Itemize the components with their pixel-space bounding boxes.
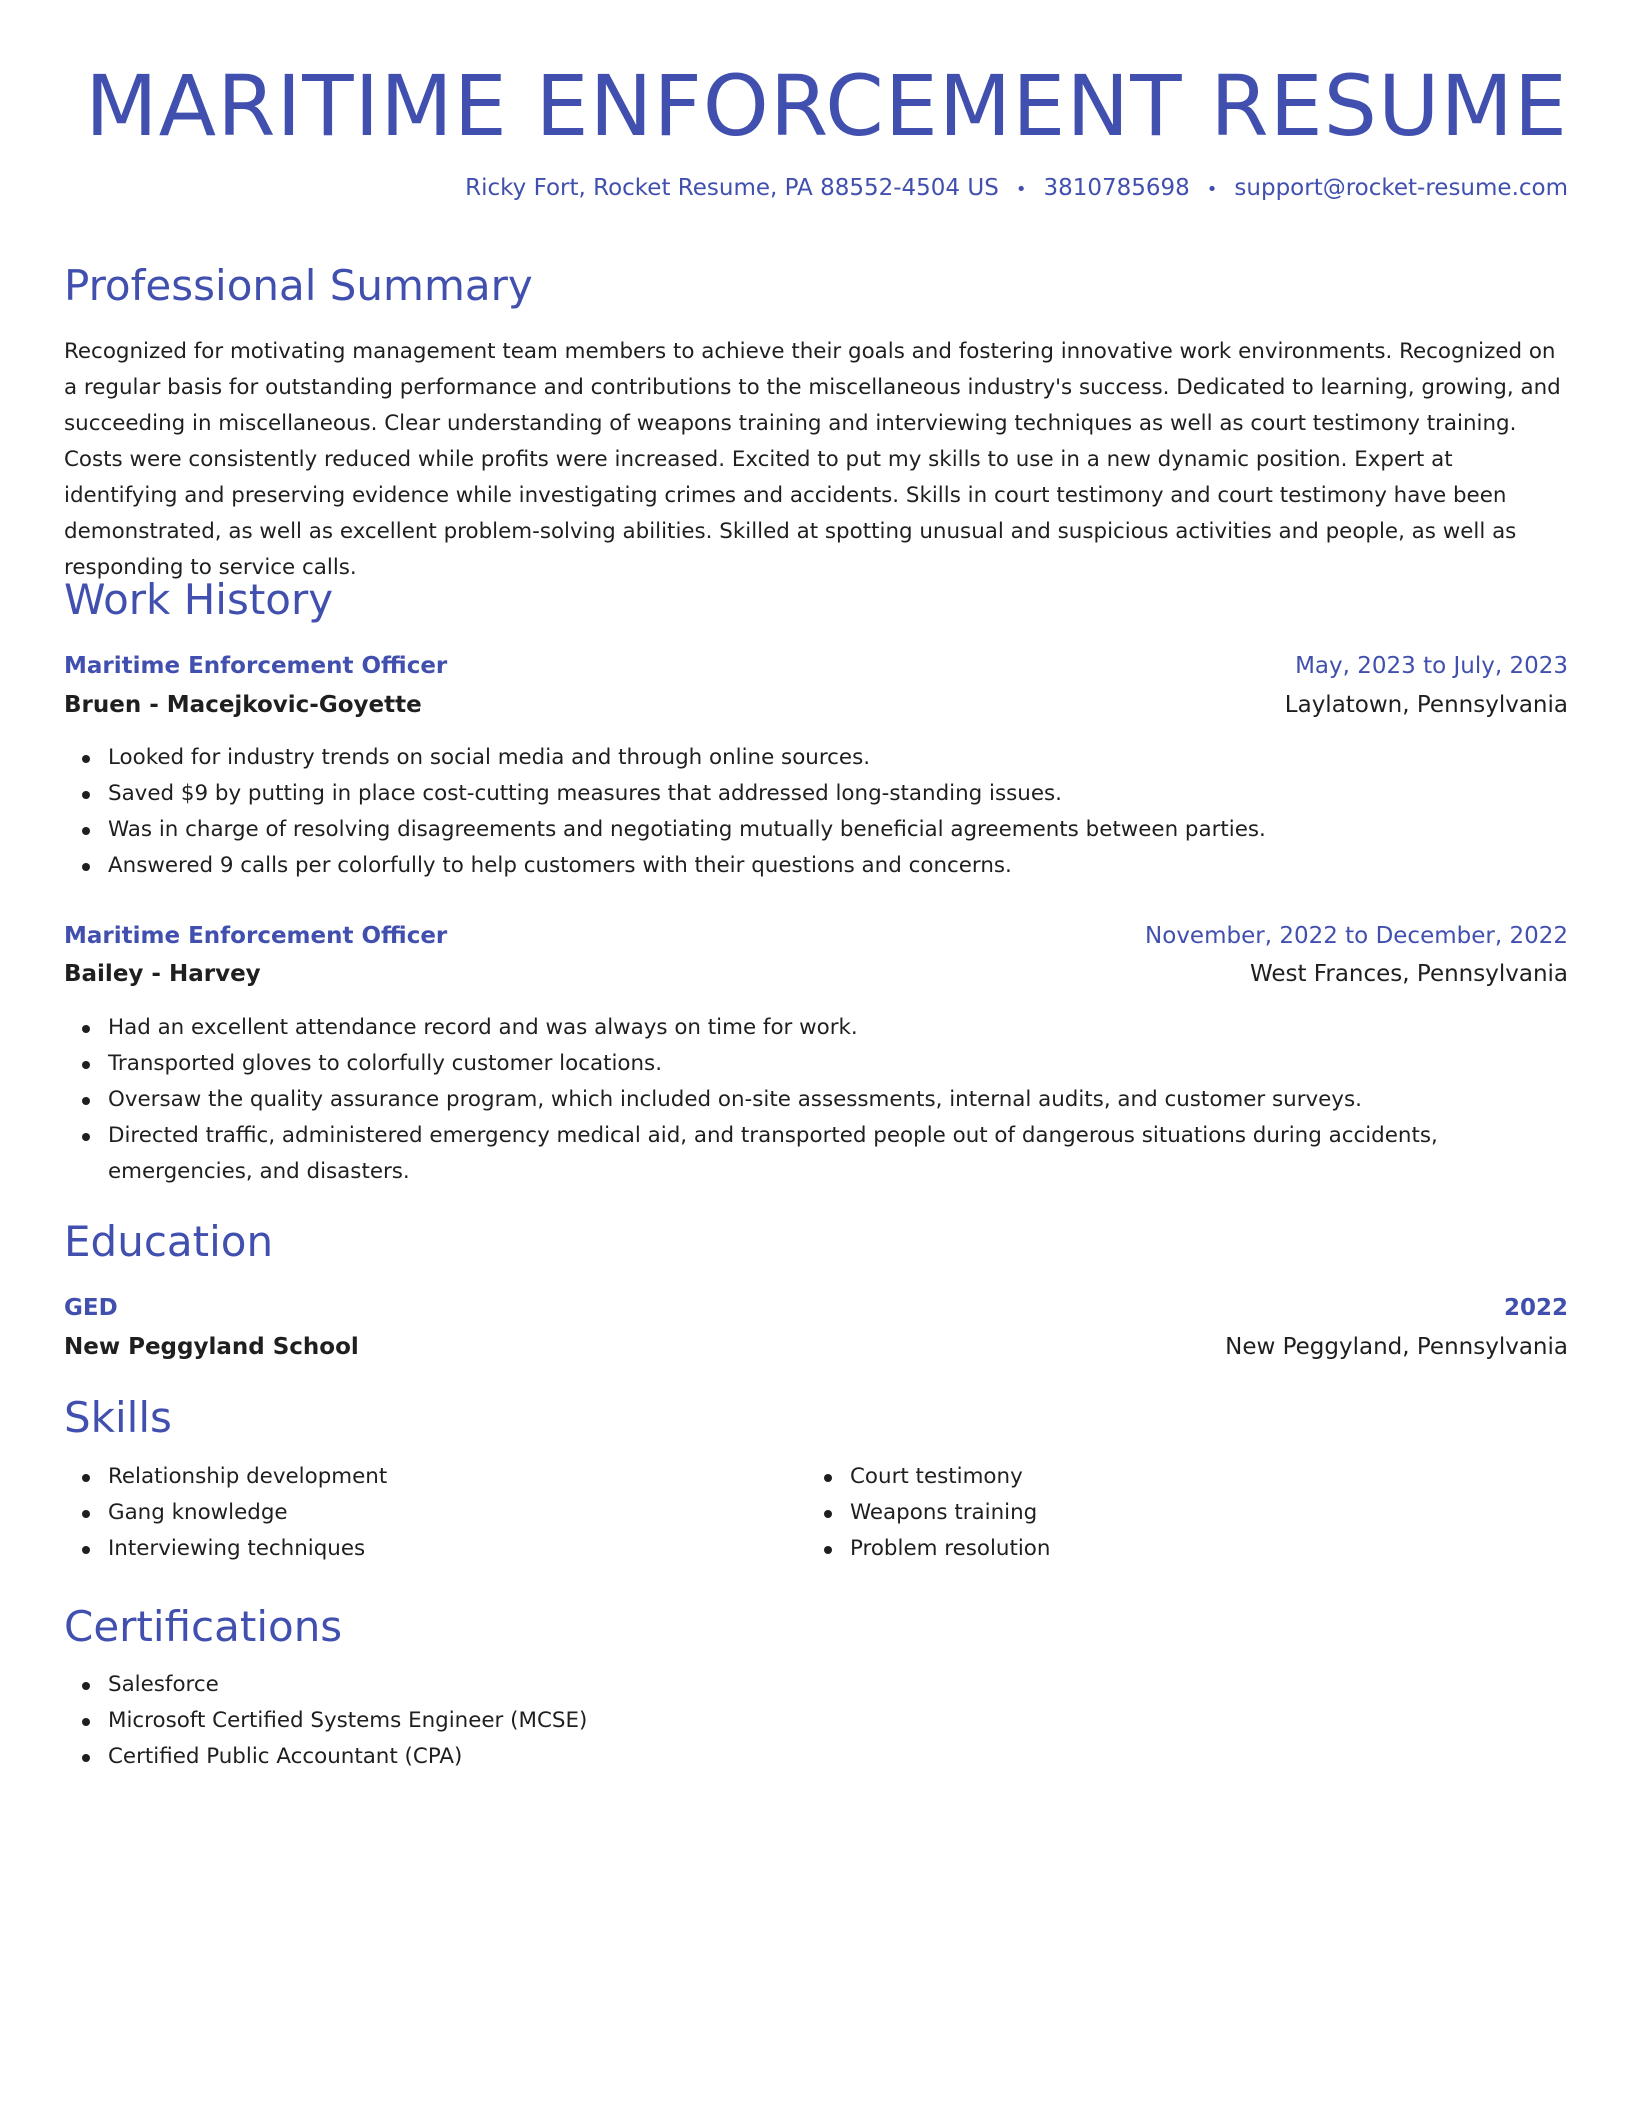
- contact-line: [465, 172, 1568, 206]
- job-bullet: Was in charge of resolving disagreements and negotiating mutually beneficial agreements between parties.: [108, 812, 1568, 848]
- job-bullet: Transported gloves to colorfully customer locations.: [108, 1046, 1568, 1082]
- education-degree: GED: [64, 1295, 118, 1321]
- job-bullets: [64, 740, 1568, 884]
- job-company: Bailey - Harvey: [64, 961, 261, 987]
- job-dates: November, 2022 to December, 2022: [1145, 923, 1568, 949]
- education-location: New Peggyland, Pennsylvania: [1225, 1334, 1568, 1360]
- resume-page: [64, 0, 1568, 1769]
- section-heading-work-history: Work History: [64, 575, 334, 624]
- job-bullet: Directed traffic, administered emergency medical aid, and transported people out of dangerous situations during accidents, emergencies, and disasters.: [108, 1118, 1568, 1190]
- resume-title: MARITIME ENFORCEMENT RESUME: [85, 57, 1568, 155]
- job-dates: May, 2023 to July, 2023: [1295, 653, 1568, 679]
- job-bullet: Answered 9 calls per colorfully to help customers with their questions and concerns.: [108, 848, 1568, 884]
- certification-item: Microsoft Certified Systems Engineer (MCSE): [108, 1703, 1108, 1739]
- job-location: West Frances, Pennsylvania: [1249, 961, 1568, 987]
- job-bullet: Oversaw the quality assurance program, which included on-site assessments, internal audits, and customer surveys.: [108, 1082, 1568, 1118]
- section-heading-skills: Skills: [64, 1393, 172, 1442]
- summary-text: Recognized for motivating management team members to achieve their goals and fostering innovative work environments. Recognized on a regular basis for outstanding performance and contributions to the miscellaneous industry's success. Dedicated to learning, growing, and succeeding in miscellaneous. Clear understanding of weapons training and interviewing techniques as well as court testimony training. Costs were consistently reduced while profits were increased. Excited to put my skills to use in a new dynamic position. Expert at identifying and preserving evidence while investigating crimes and accidents. Skills in court testimony and court testimony have been demonstrated, as well as excellent problem-solving abilities. Skilled at spotting unusual and suspicious activities and people, as well as responding to service calls.: [64, 339, 1561, 580]
- skill-item: Gang knowledge: [108, 1495, 798, 1531]
- skills-list-right: [806, 1459, 1550, 1567]
- skill-item: Relationship development: [108, 1459, 798, 1495]
- job-company: Bruen - Macejkovic-Goyette: [64, 692, 422, 718]
- certification-item: Salesforce: [108, 1667, 1108, 1703]
- section-heading-education: Education: [64, 1217, 274, 1266]
- skill-item: Weapons training: [850, 1495, 1550, 1531]
- certifications-list: [64, 1667, 1108, 1775]
- job-title: Maritime Enforcement Officer: [64, 923, 448, 949]
- section-heading-certifications: Certifications: [64, 1602, 343, 1651]
- skill-item: Court testimony: [850, 1459, 1550, 1495]
- section-heading-summary: Professional Summary: [64, 261, 533, 310]
- contact-separator: •: [1015, 179, 1027, 200]
- contact-separator: •: [1206, 179, 1218, 200]
- job-location: Laylatown, Pennsylvania: [1284, 692, 1568, 718]
- job-bullet: Had an excellent attendance record and was always on time for work.: [108, 1010, 1568, 1046]
- contact-phone: 3810785698: [1043, 175, 1190, 201]
- job-bullet: Looked for industry trends on social media and through online sources.: [108, 740, 1568, 776]
- skill-item: Problem resolution: [850, 1531, 1550, 1567]
- education-year: 2022: [1503, 1295, 1568, 1321]
- education-school: New Peggyland School: [64, 1334, 359, 1360]
- job-bullets: [64, 1010, 1568, 1190]
- contact-address: Ricky Fort, Rocket Resume, PA 88552-4504 US: [465, 175, 999, 201]
- skill-item: Interviewing techniques: [108, 1531, 798, 1567]
- certification-item: Certified Public Accountant (CPA): [108, 1739, 1108, 1775]
- job-title: Maritime Enforcement Officer: [64, 653, 448, 679]
- job-bullet: Saved $9 by putting in place cost-cutting measures that addressed long-standing issues.: [108, 776, 1568, 812]
- contact-email: support@rocket-resume.com: [1234, 175, 1568, 201]
- skills-list-left: [64, 1459, 798, 1567]
